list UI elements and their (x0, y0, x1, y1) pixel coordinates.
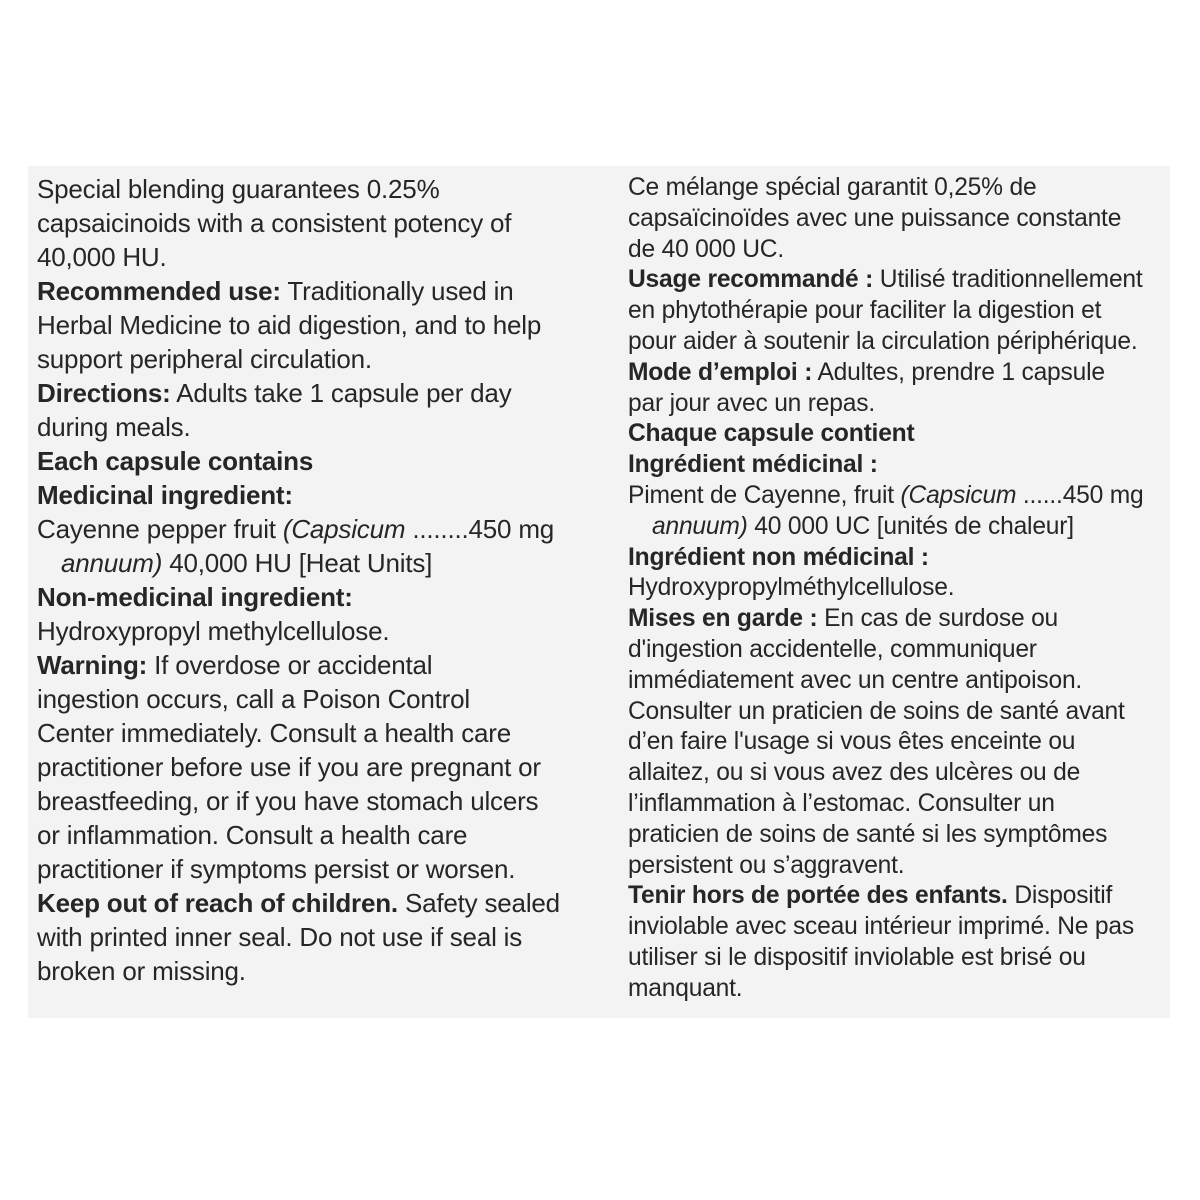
warning-text: Consulter un praticien de soins de santé avant (628, 697, 1125, 725)
keep-out-en (37, 886, 597, 988)
directions-en (37, 376, 597, 444)
ingredient-amount: 450 mg (1062, 481, 1144, 509)
intro-line: 40,000 HU. (37, 242, 167, 272)
intro-line: de 40 000 UC. (628, 235, 784, 263)
ingredient-latin-name: (Capsicum (900, 481, 1017, 509)
warning-text: ingestion occurs, call a Poison Control (37, 684, 470, 714)
leader-dots: ........ (405, 514, 469, 544)
leader-dots: ...... (1016, 481, 1063, 509)
directions-text: par jour avec un repas. (628, 389, 875, 417)
keep-out-text: utiliser si le dispositif inviolable est brisé ou (628, 943, 1086, 971)
warning-text: immédiatement avec un centre antipoison. (628, 666, 1083, 694)
each-capsule-heading: Chaque capsule contient (628, 420, 915, 448)
medicinal-ingredient-label: Medicinal ingredient: (37, 480, 293, 510)
ingredient-amount: 450 mg (468, 514, 555, 544)
warning-text: praticien de soins de santé si les symptômes (628, 820, 1108, 848)
keep-out-text: Dispositif (1007, 882, 1113, 910)
warning-text: En cas de surdose ou (817, 605, 1059, 633)
french-column (628, 166, 1164, 1005)
keep-out-text: broken or missing. (37, 956, 246, 986)
recommended-use-text: pour aider à soutenir la circulation périphérique. (628, 327, 1138, 355)
ingredients-fr (628, 419, 1164, 604)
english-column (37, 166, 597, 988)
intro-paragraph-en (37, 172, 597, 274)
intro-line: Ce mélange spécial garantit 0,25% de (628, 174, 1037, 201)
ingredient-latin-name: (Capsicum (282, 514, 406, 544)
warning-fr (628, 604, 1164, 881)
ingredients-en (37, 444, 597, 648)
warning-label: Warning: (37, 650, 148, 680)
recommended-use-en (37, 274, 597, 376)
intro-line: capsaïcinoïdes avec une puissance constante (628, 204, 1122, 232)
intro-line: Special blending guarantees 0.25% (37, 174, 440, 204)
non-medicinal-ingredient-value: Hydroxypropyl methylcellulose. (37, 616, 390, 646)
warning-text: d'ingestion accidentelle, communiquer (628, 635, 1037, 663)
medicinal-ingredient-label: Ingrédient médicinal : (628, 451, 878, 479)
warning-text: persistent ou s’aggravent. (628, 851, 905, 879)
directions-label: Directions: (37, 378, 171, 408)
keep-out-text: Safety sealed (397, 888, 560, 918)
warning-text: If overdose or accidental (147, 650, 433, 680)
ingredient-potency: 40,000 HU [Heat Units] (162, 548, 433, 578)
keep-out-fr (628, 881, 1164, 1004)
warning-en (37, 648, 597, 886)
keep-out-label: Tenir hors de portée des enfants. (628, 882, 1008, 910)
warning-text: l’inflammation à l’estomac. Consulter un (628, 789, 1055, 817)
warning-text: breastfeeding, or if you have stomach ulcers (37, 786, 539, 816)
ingredient-latin-name: annuum) (652, 512, 748, 540)
warning-text: Center immediately. Consult a health care (37, 718, 511, 748)
ingredient-potency: 40 000 UC [unités de chaleur] (747, 512, 1074, 540)
ingredient-name: Cayenne pepper fruit (37, 514, 283, 544)
warning-label: Mises en garde : (628, 605, 818, 633)
medicinal-ingredient-row (628, 481, 1164, 512)
recommended-use-text: Traditionally used in (280, 276, 514, 306)
non-medicinal-ingredient-value: Hydroxypropylméthylcellulose. (628, 574, 955, 602)
directions-text: Adults take 1 capsule per day (170, 378, 512, 408)
ingredient-name: Piment de Cayenne, fruit (628, 481, 901, 509)
intro-paragraph-fr (628, 173, 1164, 265)
directions-fr (628, 358, 1164, 420)
warning-text: or inflammation. Consult a health care (37, 820, 468, 850)
recommended-use-label: Recommended use: (37, 276, 281, 306)
recommended-use-text: Utilisé traditionnellement (873, 266, 1143, 294)
non-medicinal-ingredient-label: Non-medicinal ingredient: (37, 582, 353, 612)
keep-out-label: Keep out of reach of children. (37, 888, 398, 918)
warning-text: practitioner if symptoms persist or worsen. (37, 854, 516, 884)
recommended-use-fr (628, 265, 1164, 357)
recommended-use-text: Herbal Medicine to aid digestion, and to help (37, 310, 542, 340)
warning-text: practitioner before use if you are pregnant or (37, 752, 541, 782)
non-medicinal-ingredient-label: Ingrédient non médicinal : (628, 543, 929, 571)
recommended-use-text: support peripheral circulation. (37, 344, 372, 374)
keep-out-text: inviolable avec sceau intérieur imprimé. Ne pas (628, 913, 1134, 941)
keep-out-text: with printed inner seal. Do not use if seal is (37, 922, 523, 952)
label-panel (28, 166, 1170, 1018)
warning-text: d’en faire l'usage si vous êtes enceinte ou (628, 728, 1076, 756)
intro-line: capsaicinoids with a consistent potency of (37, 208, 512, 238)
recommended-use-label: Usage recommandé : (628, 266, 874, 294)
directions-text: during meals. (37, 412, 191, 442)
directions-label: Mode d’emploi : (628, 358, 813, 386)
medicinal-ingredient-row (37, 512, 597, 546)
keep-out-text: manquant. (628, 974, 743, 1002)
each-capsule-heading: Each capsule contains (37, 446, 314, 476)
directions-text: Adultes, prendre 1 capsule (812, 358, 1105, 386)
warning-text: allaitez, ou si vous avez des ulcères ou de (628, 759, 1081, 787)
recommended-use-text: en phytothérapie pour faciliter la digestion et (628, 297, 1102, 325)
ingredient-latin-name: annuum) (61, 548, 163, 578)
